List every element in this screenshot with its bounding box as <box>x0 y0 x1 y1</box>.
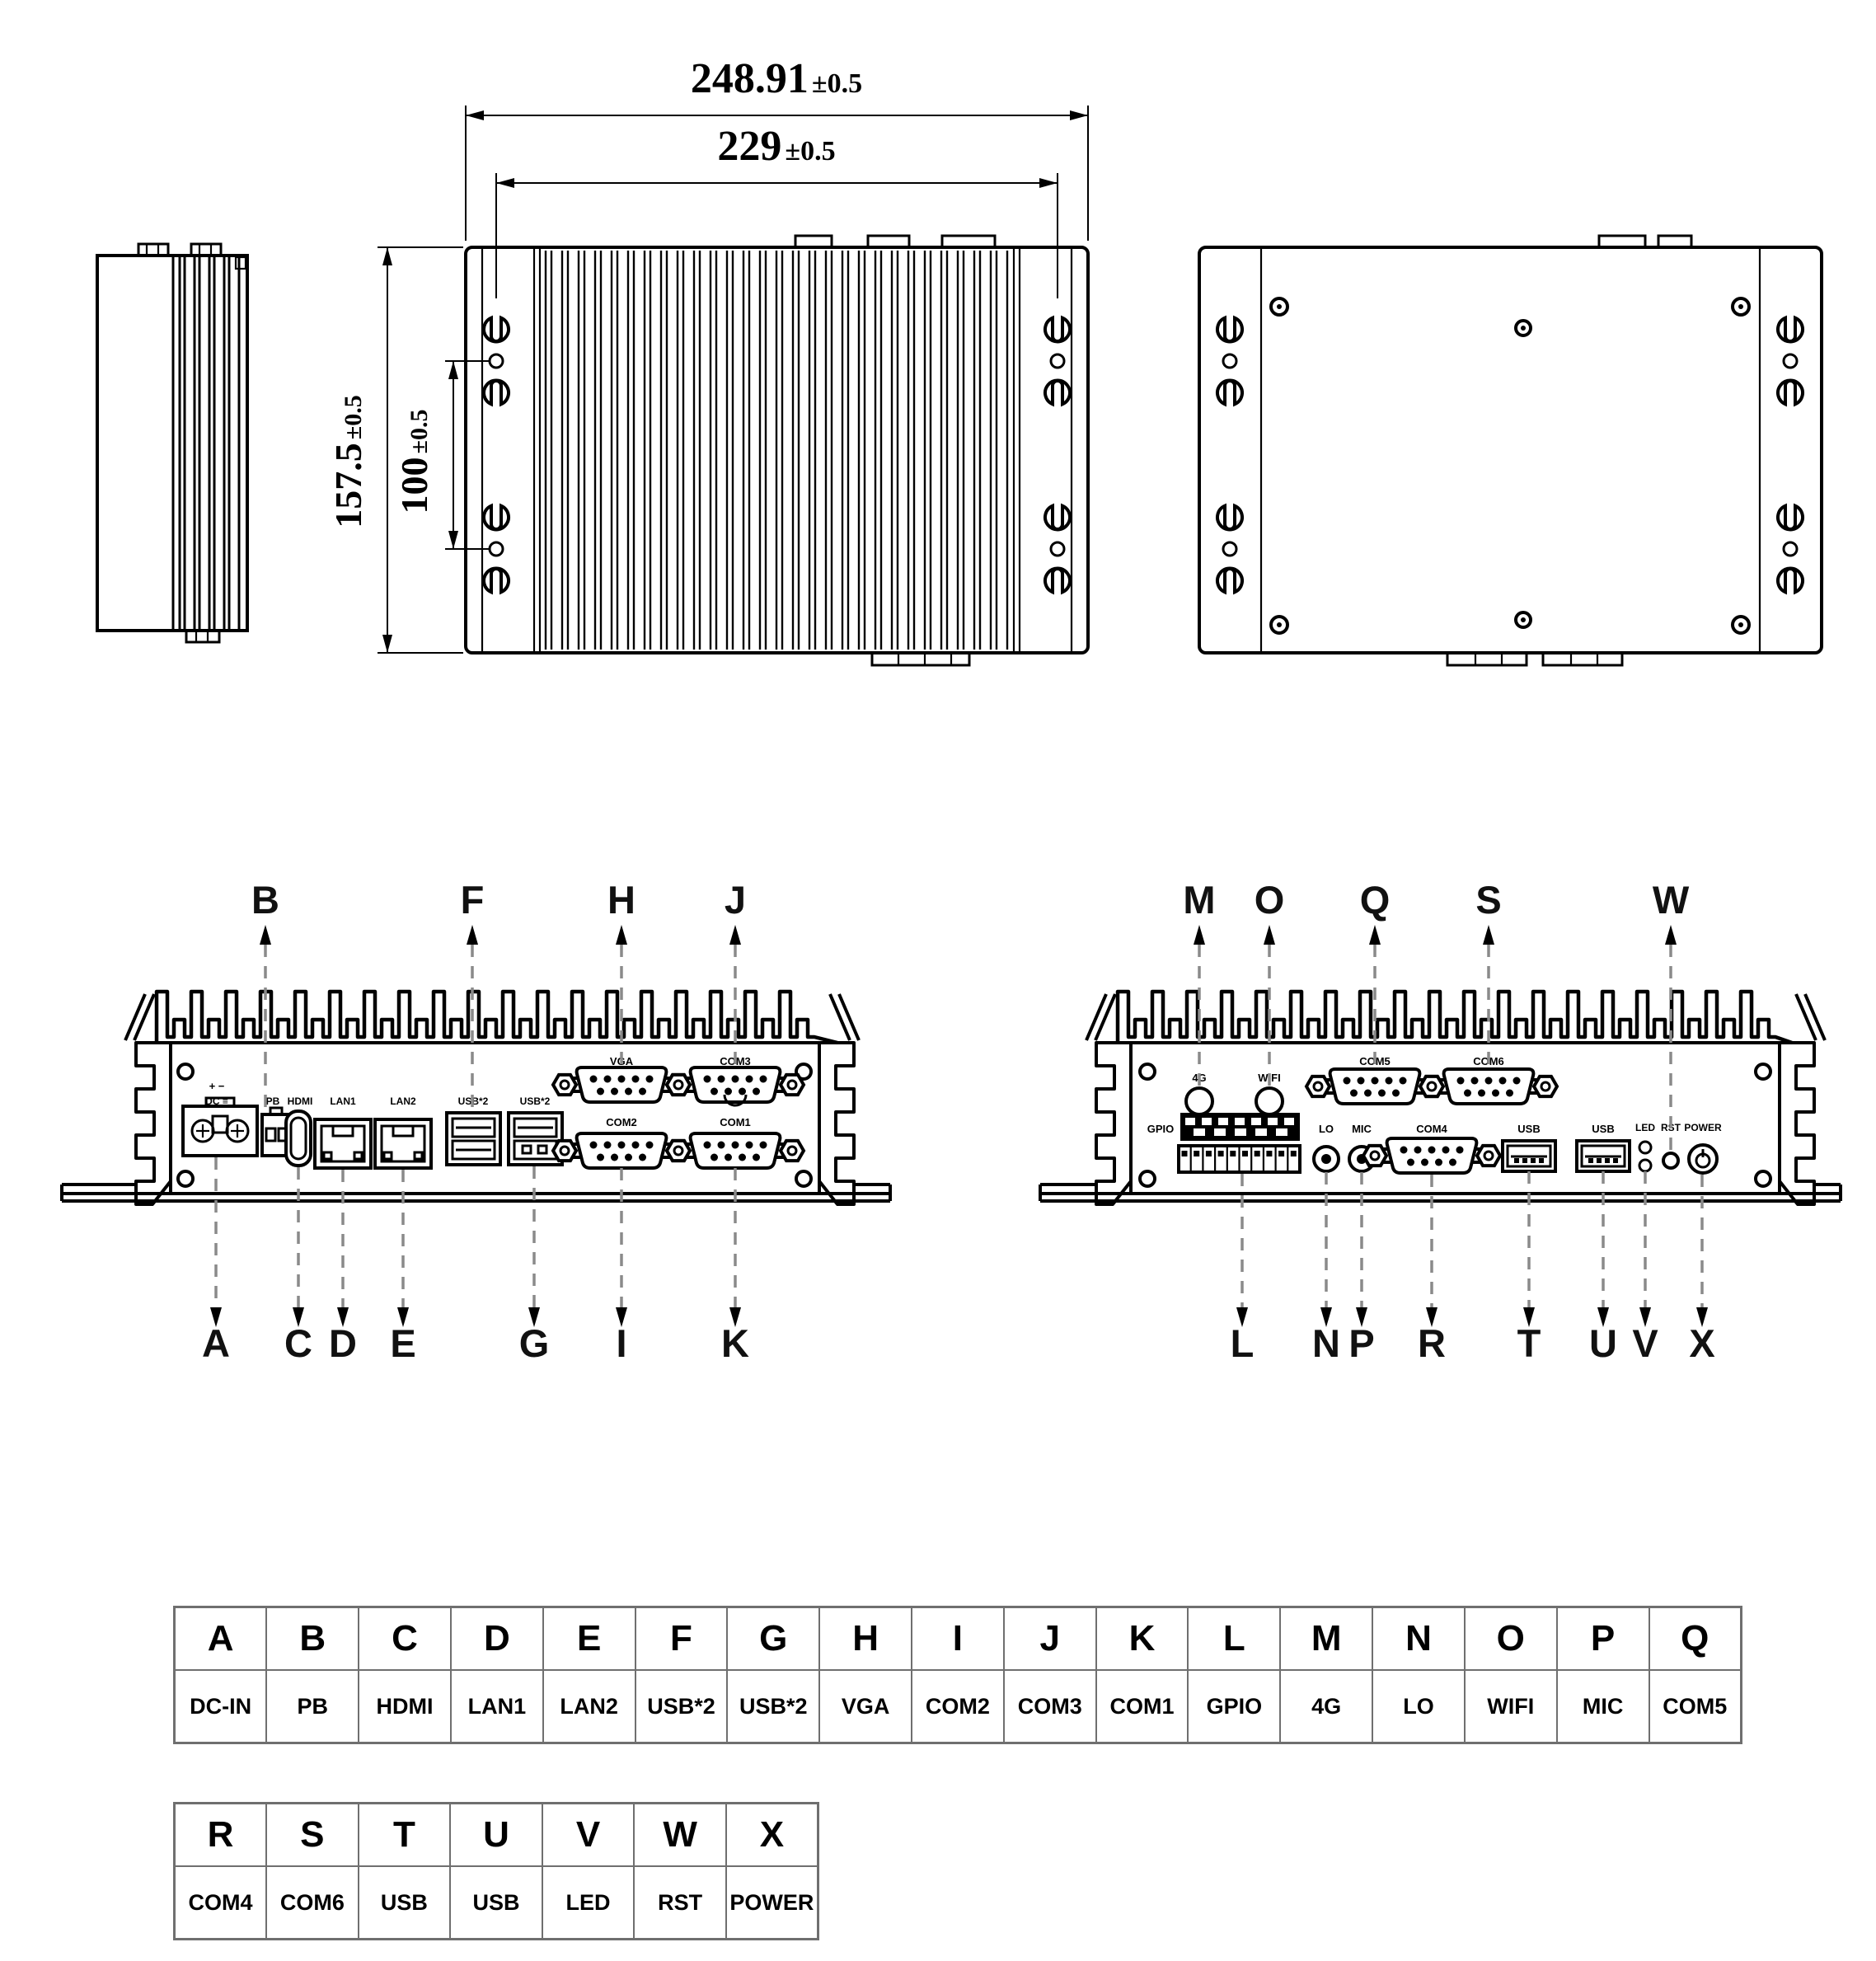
legend-letter-U: U <box>450 1804 542 1867</box>
legend-letter-V: V <box>542 1804 635 1867</box>
com1-label: COM1 <box>720 1116 751 1128</box>
reset-button <box>1663 1153 1678 1168</box>
callout-letter-P: P <box>1348 1321 1375 1365</box>
legend-letter-P: P <box>1557 1607 1649 1671</box>
usb-port-t <box>1503 1141 1555 1171</box>
vga-label: VGA <box>609 1055 634 1067</box>
legend-letter-O: O <box>1465 1607 1557 1671</box>
usb2-label-f: USB*2 <box>457 1095 489 1107</box>
usb2-label-g: USB*2 <box>519 1095 551 1107</box>
usb-dual-port-f <box>447 1113 500 1165</box>
hdmi-label: HDMI <box>287 1095 313 1107</box>
callout-letter-B: B <box>251 878 279 922</box>
svg-text:248.91±0.5: 248.91 ±0.5 <box>690 55 863 102</box>
callout-letter-I: I <box>616 1321 627 1365</box>
legend-value-H: VGA <box>819 1670 912 1743</box>
callout-arrow-Q <box>1369 925 1381 945</box>
legend-value-M: 4G <box>1280 1670 1372 1743</box>
wifi-antenna-label: WIFI <box>1258 1072 1281 1084</box>
top-view <box>466 236 1088 665</box>
callout-letter-S: S <box>1475 878 1502 922</box>
legend-value-S: COM6 <box>266 1866 359 1940</box>
usb-label-u: USB <box>1592 1123 1615 1135</box>
legend-value-F: USB*2 <box>635 1670 728 1743</box>
keyhole-slot <box>484 318 509 342</box>
front-panel-drawing <box>62 992 890 1204</box>
legend-value-C: HDMI <box>359 1670 451 1743</box>
keyhole-slot <box>1045 569 1070 593</box>
callout-letter-L: L <box>1230 1321 1255 1365</box>
legend-letter-R: R <box>175 1804 267 1867</box>
mount-hole <box>1051 354 1064 368</box>
callout-letter-R: R <box>1418 1321 1446 1365</box>
legend-letter-E: E <box>543 1607 635 1671</box>
legend-letter-K: K <box>1096 1607 1189 1671</box>
legend-value-W: RST <box>634 1866 726 1940</box>
dimension-hole-pitch <box>393 361 490 549</box>
legend-value-T: USB <box>359 1866 451 1940</box>
callout-letter-O: O <box>1254 878 1285 922</box>
legend-letter-B: B <box>266 1607 359 1671</box>
com6-port <box>1420 1069 1557 1104</box>
legend-value-X: POWER <box>726 1866 818 1940</box>
callout-letter-W: W <box>1652 878 1690 922</box>
mount-hole <box>1784 354 1797 368</box>
keyhole-slot <box>1778 381 1803 405</box>
keyhole-slot <box>1045 381 1070 405</box>
legend-value-G: USB*2 <box>727 1670 819 1743</box>
callout-letter-Q: Q <box>1359 878 1391 922</box>
callout-letter-N: N <box>1312 1321 1340 1365</box>
power-label: POWER <box>1684 1122 1722 1133</box>
usb-port-u <box>1577 1141 1630 1171</box>
legend-value-I: COM2 <box>912 1670 1004 1743</box>
com3-label: COM3 <box>720 1055 751 1067</box>
com6-label: COM6 <box>1473 1055 1504 1067</box>
legend-letter-C: C <box>359 1607 451 1671</box>
legend-value-P: MIC <box>1557 1670 1649 1743</box>
lan1-port <box>315 1119 371 1168</box>
callout-arrow-O <box>1264 925 1275 945</box>
gpio-terminal <box>1179 1113 1300 1172</box>
callout-letter-E: E <box>390 1321 416 1365</box>
keyhole-slot <box>1778 506 1803 530</box>
rst-label: RST <box>1661 1122 1681 1133</box>
power-button <box>1689 1145 1717 1173</box>
lan2-port <box>375 1119 431 1168</box>
legend-value-U: USB <box>450 1866 542 1940</box>
keyhole-slot <box>1778 569 1803 593</box>
mount-hole <box>490 354 503 368</box>
callout-arrow-M <box>1194 925 1205 945</box>
side-view <box>97 244 247 642</box>
callout-letter-D: D <box>329 1321 357 1365</box>
legend-value-V: LED <box>542 1866 635 1940</box>
bottom-view <box>1199 236 1822 665</box>
usb-dual-port-g <box>509 1113 562 1165</box>
callout-arrow-B <box>260 925 271 945</box>
svg-text:100±0.5: 100±0.5 <box>393 409 435 514</box>
keyhole-slot <box>484 569 509 593</box>
led-label: LED <box>1635 1122 1655 1133</box>
keyhole-slot <box>1778 318 1803 342</box>
legend-letter-I: I <box>912 1607 1004 1671</box>
callout-arrow-H <box>616 925 627 945</box>
keyhole-slot <box>1217 318 1242 342</box>
legend-letter-S: S <box>266 1804 359 1867</box>
callout-letter-J: J <box>724 878 747 922</box>
legend-letter-H: H <box>819 1607 912 1671</box>
hdmi-port <box>286 1111 311 1166</box>
dc-polarity-label: + − <box>209 1080 225 1092</box>
usb-label-t: USB <box>1517 1123 1541 1135</box>
legend-value-A: DC-IN <box>175 1670 267 1743</box>
legend-letter-Q: Q <box>1649 1607 1742 1671</box>
callout-arrow-W <box>1665 925 1677 945</box>
mic-label: MIC <box>1352 1123 1372 1135</box>
com4-port <box>1363 1138 1500 1173</box>
callout-letter-V: V <box>1632 1321 1658 1365</box>
antenna-4g <box>1186 1088 1212 1114</box>
callout-letter-C: C <box>284 1321 312 1365</box>
line-out-label: LO <box>1318 1123 1334 1135</box>
legend-letter-D: D <box>451 1607 543 1671</box>
legend-value-O: WIFI <box>1465 1670 1557 1743</box>
callout-arrow-J <box>729 925 741 945</box>
callout-letter-G: G <box>518 1321 550 1365</box>
pb-label: PB <box>265 1095 280 1107</box>
com3-port <box>667 1067 804 1105</box>
mount-hole <box>1223 542 1236 556</box>
keyhole-slot <box>1045 318 1070 342</box>
rear-panel-drawing <box>1040 992 1841 1204</box>
legend-letter-W: W <box>634 1804 726 1867</box>
screw-holes <box>1271 298 1749 633</box>
keyhole-slot <box>1217 569 1242 593</box>
legend-value-D: LAN1 <box>451 1670 543 1743</box>
keyhole-slot <box>484 506 509 530</box>
4g-antenna-label: 4G <box>1192 1072 1207 1084</box>
legend-letter-F: F <box>635 1607 728 1671</box>
callout-letter-X: X <box>1689 1321 1715 1365</box>
svg-text:157.5±0.5: 157.5±0.5 <box>327 395 369 528</box>
keyhole-slot <box>1217 381 1242 405</box>
legend-letter-J: J <box>1004 1607 1096 1671</box>
antenna-wifi <box>1256 1088 1283 1114</box>
callout-letter-M: M <box>1183 878 1216 922</box>
callout-arrow-F <box>467 925 478 945</box>
callout-letter-H: H <box>607 878 635 922</box>
callout-letter-T: T <box>1517 1321 1541 1365</box>
callout-letter-F: F <box>460 878 485 922</box>
legend-value-J: COM3 <box>1004 1670 1096 1743</box>
mount-hole <box>490 542 503 556</box>
svg-text:229±0.5: 229 ±0.5 <box>717 123 836 170</box>
mount-hole <box>1051 542 1064 556</box>
legend-value-N: LO <box>1372 1670 1465 1743</box>
legend-value-R: COM4 <box>175 1866 267 1940</box>
lan1-label: LAN1 <box>330 1095 356 1107</box>
callout-letter-A: A <box>202 1321 230 1365</box>
legend-table-1 <box>173 1606 1742 1744</box>
gpio-label: GPIO <box>1147 1123 1175 1135</box>
mount-hole <box>1784 542 1797 556</box>
legend-letter-N: N <box>1372 1607 1465 1671</box>
com1-port <box>667 1133 804 1168</box>
dimension-height <box>327 247 463 653</box>
legend-value-K: COM1 <box>1096 1670 1189 1743</box>
legend-letter-A: A <box>175 1607 267 1671</box>
led-indicators <box>1639 1142 1651 1171</box>
legend-value-Q: COM5 <box>1649 1670 1742 1743</box>
legend-letter-M: M <box>1280 1607 1372 1671</box>
keyhole-slot <box>1045 506 1070 530</box>
legend-table-2 <box>173 1802 819 1940</box>
callout-letter-U: U <box>1589 1321 1617 1365</box>
callout-letter-K: K <box>721 1321 749 1365</box>
lan2-label: LAN2 <box>390 1095 416 1107</box>
legend-letter-L: L <box>1188 1607 1280 1671</box>
legend-letter-G: G <box>727 1607 819 1671</box>
mount-hole <box>1223 354 1236 368</box>
callout-arrow-S <box>1483 925 1494 945</box>
keyhole-slot <box>1217 506 1242 530</box>
legend-letter-X: X <box>726 1804 818 1867</box>
com2-label: COM2 <box>606 1116 637 1128</box>
legend-value-E: LAN2 <box>543 1670 635 1743</box>
legend-value-B: PB <box>266 1670 359 1743</box>
com5-label: COM5 <box>1359 1055 1391 1067</box>
legend-value-L: GPIO <box>1188 1670 1280 1743</box>
com4-label: COM4 <box>1416 1123 1447 1135</box>
legend-letter-T: T <box>359 1804 451 1867</box>
keyhole-slot <box>484 381 509 405</box>
dc-in-label: DC ≡ <box>205 1095 228 1107</box>
